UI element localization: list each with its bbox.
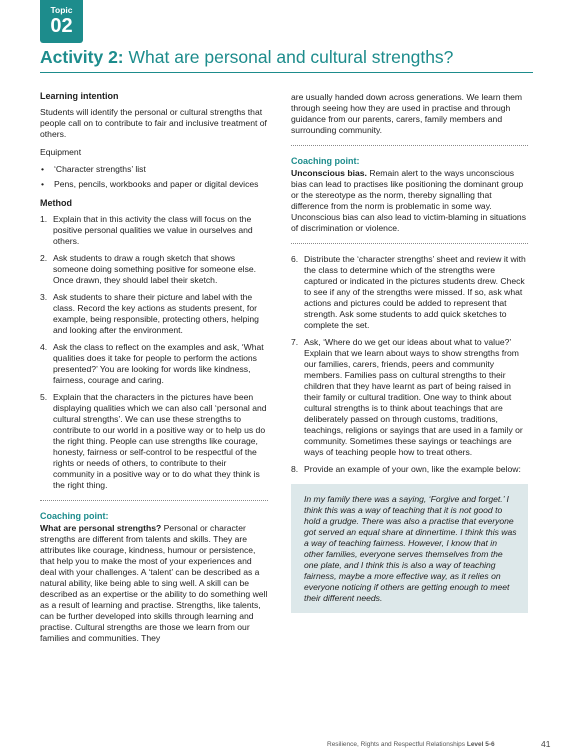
coaching-point-body: Personal or character strengths are different from talents and skills. They are attributes like courage, kindness, humour or persistence, that help you to make the most of your experiences and deal with your challenges. A ‘talent’ can be described as a natural ability, like being able to sing well. A skill can be described as an expertise or the ability to do something well as a result of learning and practise. Strengths, like talents, can be further developed into skills through learning and practise. Cultural strengths are those we learn from our families and communities. They bbox=[40, 523, 268, 643]
dotted-divider bbox=[291, 145, 528, 146]
method-step bbox=[40, 342, 268, 386]
method-step bbox=[40, 253, 268, 286]
step-number: 1. bbox=[40, 214, 48, 224]
step-number: 2. bbox=[40, 253, 48, 263]
method-step bbox=[291, 464, 528, 475]
step-number: 4. bbox=[40, 342, 48, 352]
coaching-point-bold: What are personal strengths? bbox=[40, 523, 162, 533]
method-step bbox=[291, 254, 528, 331]
step-number: 6. bbox=[291, 254, 299, 264]
method-step bbox=[40, 392, 268, 491]
learning-intention-text: Students will identify the personal or cultural strengths that people call on to contribute to fair and inclusive treatment of others. bbox=[40, 107, 267, 139]
coaching-point-text bbox=[40, 523, 268, 644]
step-number: 5. bbox=[40, 392, 48, 402]
method-heading: Method bbox=[40, 198, 72, 208]
learning-intention-heading: Learning intention bbox=[40, 91, 119, 101]
continuation-text: are usually handed down across generations. We learn them through seeing how they are used in practise and through guidance from our parents, carers, family members and surrounding community. bbox=[291, 92, 523, 135]
method-list bbox=[40, 214, 268, 491]
footer-level: Level 5-6 bbox=[466, 741, 495, 748]
page-title bbox=[40, 46, 540, 68]
method-list bbox=[291, 254, 528, 475]
equipment-label: Equipment bbox=[40, 147, 82, 157]
coaching-point-bold: Unconscious bias. bbox=[291, 168, 367, 178]
coaching-point-body: Remain alert to the ways unconscious bias can lead to practises like positioning the dominant group or the stereotype as the norm, thereby signalling that difference from the norm is problematic in some way. Unconscious bias can also lead to victim-blaming in situations of discrimination or violence. bbox=[291, 168, 527, 233]
topic-badge bbox=[40, 0, 83, 43]
topic-label: Topic bbox=[50, 5, 73, 15]
page-number: 41 bbox=[541, 739, 551, 749]
step-number: 3. bbox=[40, 292, 48, 302]
step-text: Ask, ‘Where do we get our ideas about what to value?’ Explain that we learn about ways to show strengths from our families, carers, friends, peers and community members. Families pass on cultural strengths to their children that they have learnt as part of being raised in their family or cultural tradition. One way to think about cultural strengths is to think about teachings that are deliberately passed on through customs, traditions, teachings, religions or sayings that are used in a family or community. Sometimes these sayings or teachings are ways of teaching people how to treat others. bbox=[304, 337, 523, 457]
topic-number: 02 bbox=[50, 15, 73, 37]
dotted-divider bbox=[291, 243, 528, 244]
step-text: Ask students to share their picture and label with the class. Record the key actions as students present, for example, being responsible, protecting others, helping and looking after the environment. bbox=[53, 292, 259, 335]
step-text: Distribute the ‘character strengths’ sheet and review it with the class to determine which of the strengths were captured or indicated in the pictures students drew. Check to see if any of the strengths were missed. If so, ask what actions and pictures could be added to represent that strength. Ask some students to add quick sketches to complete the set. bbox=[304, 254, 526, 330]
step-text: Provide an example of your own, like the example below: bbox=[304, 464, 521, 474]
example-quote-box: In my family there was a saying, ‘Forgive and forget.’ I think this was a way of teaching that it is not good to hold a grudge. There was also a practise that everyone got served an equal share at dinnertime. I think this was a way of teaching fairness. However, I know that in other families, everyone serves themselves from the one plate, and I think this is also a way of teaching fairness, maybe a more effective way, as it relies on everyone noticing if others are getting enough to meet their different needs. bbox=[291, 484, 528, 613]
step-text: Explain that in this activity the class will focus on the positive personal qualities we value in ourselves and others. bbox=[53, 214, 253, 246]
step-text: Ask the class to reflect on the examples and ask, ‘What qualities does it take for people to perform the actions presented?’ You are looking for words like kindness, fairness, courage and caring. bbox=[53, 342, 264, 385]
method-step bbox=[291, 337, 528, 458]
footer bbox=[327, 741, 495, 748]
activity-prefix: Activity 2: bbox=[40, 47, 124, 67]
right-column bbox=[291, 92, 528, 613]
step-text: Ask students to draw a rough sketch that shows someone doing something positive for someone else. Once drawn, they should label their sketch. bbox=[53, 253, 257, 285]
step-number: 7. bbox=[291, 337, 299, 347]
equipment-item: • Pens, pencils, workbooks and paper or digital devices bbox=[40, 179, 268, 190]
equipment-list bbox=[40, 164, 268, 190]
equipment-item: • ‘Character strengths’ list bbox=[40, 164, 268, 175]
dotted-divider bbox=[40, 500, 268, 501]
coaching-point-text bbox=[291, 168, 528, 234]
method-step bbox=[40, 292, 268, 336]
left-column bbox=[40, 91, 268, 644]
step-number: 8. bbox=[291, 464, 299, 474]
coaching-point-heading: Coaching point: bbox=[291, 156, 360, 166]
footer-series: Resilience, Rights and Respectful Relationships bbox=[327, 741, 466, 748]
method-step bbox=[40, 214, 268, 247]
activity-title: What are personal and cultural strengths? bbox=[128, 47, 454, 67]
title-divider bbox=[40, 72, 533, 73]
coaching-point-heading: Coaching point: bbox=[40, 511, 109, 521]
step-text: Explain that the characters in the pictures have been displaying qualities which we can also call ‘personal and cultural strengths’. We can use these strengths to contribute to our world in a positive way or to help us do the right thing. People can use strengths like courage, honesty, fairness or self-control to be respectful of the rights or needs of others, to contribute to their community in a positive way or to do what they think is the right thing. bbox=[53, 392, 267, 490]
